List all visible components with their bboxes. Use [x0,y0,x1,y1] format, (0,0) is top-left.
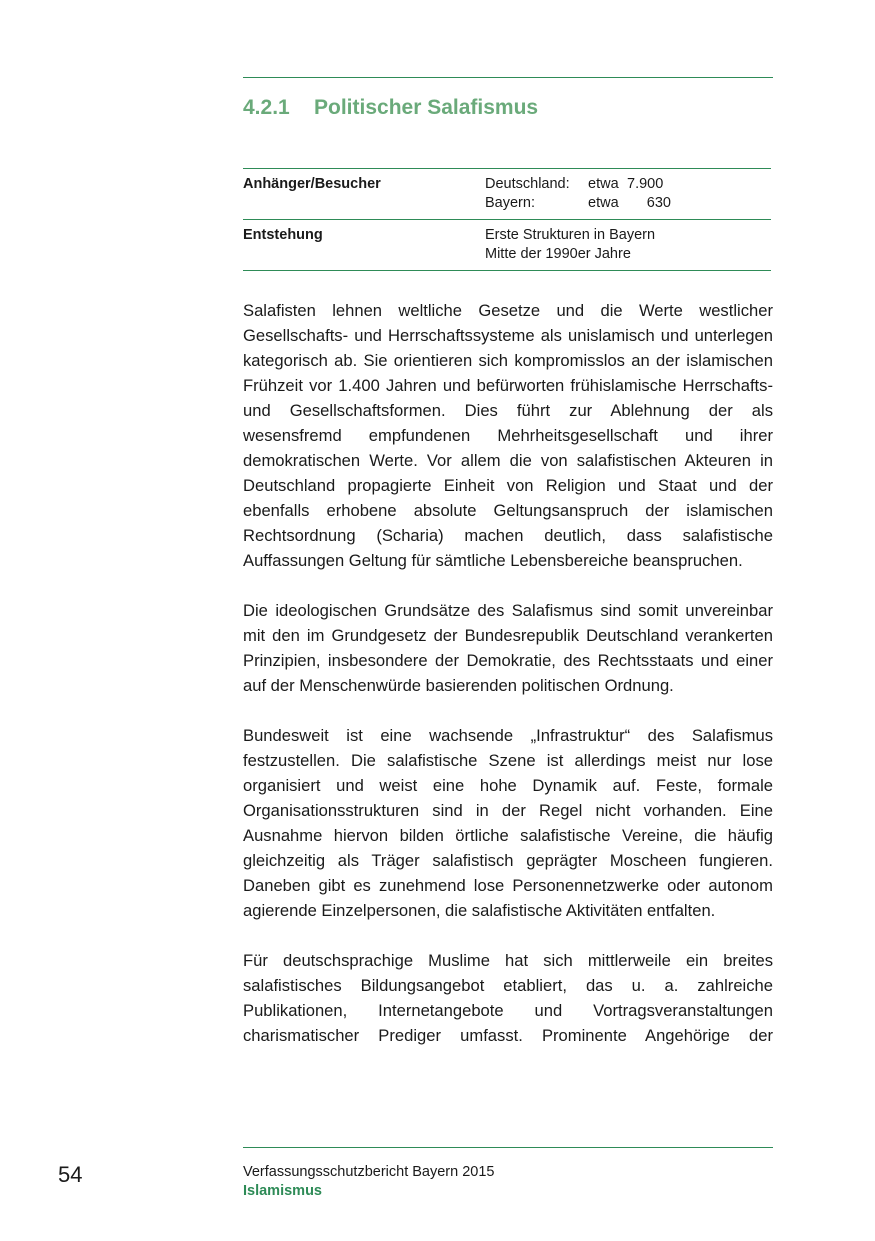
region-label: Deutschland: [485,176,570,192]
paragraph: Salafisten lehnen weltliche Gesetze und die Werte westlicher Gesellschafts- und Herrschaftssysteme als unislamisch und unterlegen kategorisch ab. Sie orientieren sich kompromisslos an der islamischen Frühzeit vor 1.400 Jahren und befürworten frühislamische Herrschafts- und Gesellschaftsformen. Dies führt zur Ablehnung der als wesensfremd empfundenen Mehrheitsgesellschaft und ihrer demokratischen Werte. Vor allem die von salafistischen Akteuren in Deutschland propagierte Einheit von Religion und Staat und der ebenfalls erhobene absolute Geltungsanspruch der islamischen Rechtsordnung (Scharia) machen deutlich, dass salafistische Auffassungen Geltung für sämtliche Lebensbereiche beanspruchen. [243,301,773,570]
paragraph: Die ideologischen Grundsätze des Salafismus sind somit unvereinbar mit den im Grundgesetz der Bundesrepublik Deutschland verankerten Prinzipien, insbesondere der Demokratie, des Rechtsstaats und einer auf der Menschenwürde basierenden politischen Ordnung. [243,601,773,695]
facts-label: Entstehung [243,227,323,243]
footer-publication: Verfassungsschutzbericht Bayern 2015 [243,1164,495,1180]
paragraph: Bundesweit ist eine wachsende „Infrastruktur“ des Salafismus festzustellen. Die salafistische Szene ist allerdings meist nur lose organisiert und weist eine hohe Dynamik auf. Feste, formale Organisationsstrukturen sind in der Regel nicht vorhanden. Eine Ausnahme hiervon bilden örtliche salafistische Vereine, die häufig gleichzeitig als Träger salafistisch geprägter Moscheen fungieren. Daneben gibt es zunehmend lose Personennetzwerke oder autonom agierende Einzelpersonen, die salafistische Aktivitäten entfalten. [243,726,773,920]
section-title: Politischer Salafismus [314,96,539,119]
facts-value [485,175,771,213]
facts-value [485,226,771,264]
section-heading [243,96,538,120]
page-number: 54 [58,1162,83,1187]
footer-divider [243,1147,773,1148]
top-divider [243,77,773,78]
count-value: 7.900 [627,176,664,192]
facts-value-line: Erste Strukturen in Bayern [485,227,656,243]
footer-chapter: Islamismus [243,1183,322,1199]
count-value: 630 [646,195,671,211]
section-number: 4.2.1 [243,96,290,119]
paragraph: Für deutschsprachige Muslime hat sich mittlerweile ein breites salafistisches Bildungsangebot etabliert, das u. a. zahlreiche Publikationen, Internetangebote und Vortragsveranstaltungen charismatischer Prediger umfasst. Prominente Angehörige der [243,951,773,1045]
body-text [243,298,773,1073]
facts-value-line: Mitte der 1990er Jahre [485,246,631,262]
region-label: Bayern: [485,195,535,211]
facts-row-origin [243,220,771,271]
facts-value-line [485,175,771,194]
facts-value-line [485,194,771,213]
approx-label: etwa [588,176,619,192]
facts-label: Anhänger/Besucher [243,176,381,192]
approx-label: etwa [588,195,619,211]
facts-row-followers [243,169,771,220]
facts-table [243,168,771,271]
